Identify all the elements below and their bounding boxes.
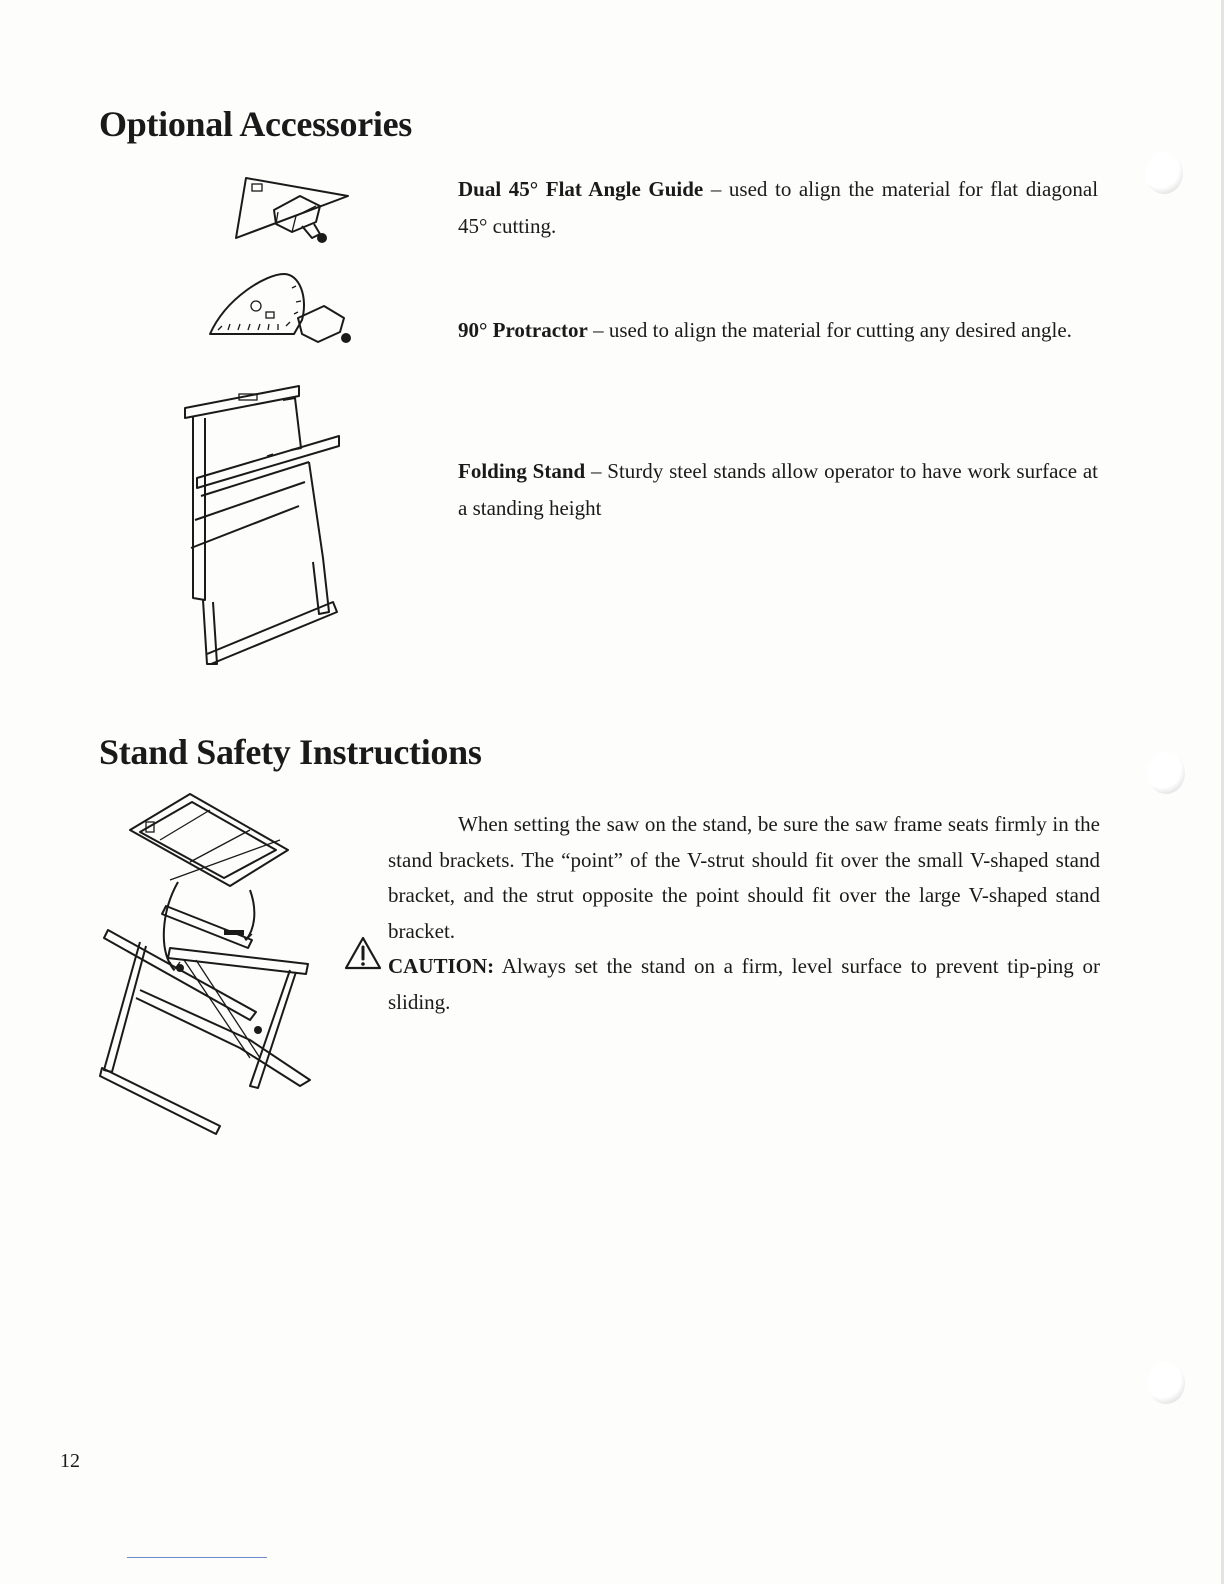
section-heading-stand-safety: Stand Safety Instructions [99,732,482,772]
stand-mounting-illustration [100,790,315,1138]
flat-angle-guide-illustration [230,172,355,252]
binder-hole-middle [1147,752,1185,794]
protractor-illustration [206,268,356,346]
accessory-name-folding-stand: Folding Stand [458,459,586,483]
accessory-entry-protractor [458,312,1098,349]
page-number: 12 [60,1450,80,1472]
binder-hole-bottom [1147,1362,1185,1404]
folding-stand-illustration [183,378,343,668]
warning-triangle-icon [343,935,383,971]
accessory-separator: – [585,459,608,483]
accessory-name-flat-angle-guide: Dual 45° Flat Angle Guide [458,177,704,201]
accessory-description: used to align the material for flat diagonal 45° cutting. [458,177,1099,238]
caution-label: CAUTION: [388,954,495,978]
stand-safety-text [388,807,1100,1020]
accessory-name-protractor: 90° Protractor [458,318,588,342]
accessory-description: Sturdy steel stands allow operator to have work surface at a standing height [458,459,1098,520]
accessory-description: used to align the material for cutting any desired angle. [608,318,1072,342]
accessory-separator: – [703,177,729,201]
bottom-rule [127,1557,267,1558]
accessory-separator: – [587,318,609,342]
accessory-entry-folding-stand [458,453,1098,527]
section-heading-accessories: Optional Accessories [99,104,412,144]
binder-hole-top [1145,152,1183,194]
safety-paragraph: When setting the saw on the stand, be sure the saw frame seats firmly in the stand brackets. The “point” of the V-strut should fit over the small V-shaped stand bracket, and the strut opposite the point should fit over the large V-shaped stand bracket. [388,812,1100,943]
accessory-entry-flat-angle-guide [458,171,1098,245]
caution-line [388,949,1100,1020]
caution-text: Always set the stand on a firm, level surface to prevent tip-ping or sliding. [388,954,1100,1014]
